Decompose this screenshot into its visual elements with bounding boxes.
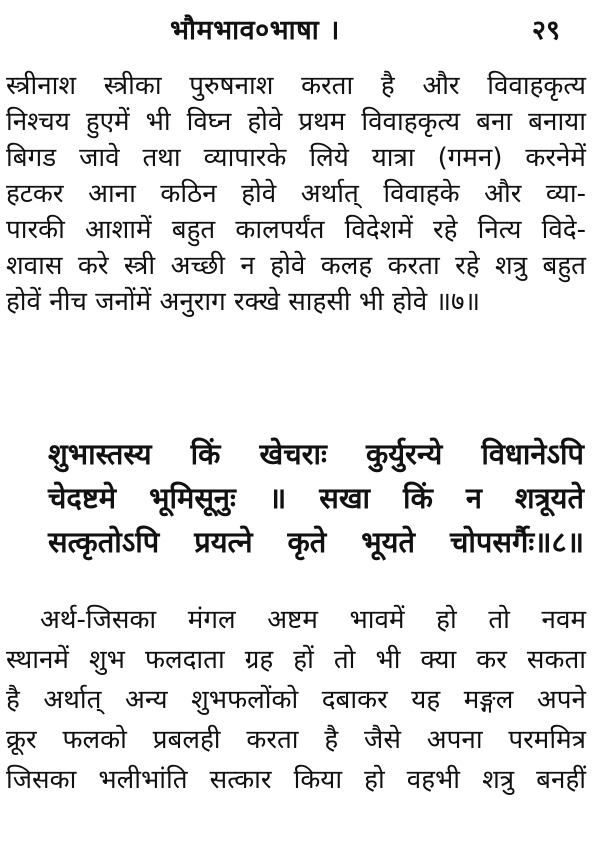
sanskrit-verse (0, 432, 600, 564)
text-line: स्त्रीनाश स्त्रीका पुरुषनाश करता है और विवाहकृत्य (6, 71, 586, 101)
commentary-paragraph-2 (0, 600, 600, 800)
text-line: जिसका भलीभांति सत्कार किया हो वहभी शत्रु बनहीं (6, 765, 586, 795)
text-line: पारकी आशामें बहुत कालपर्यंत विदेशमें रहे नित्य विदे- (6, 215, 586, 245)
running-title: भौमभाव०भाषा । (170, 15, 340, 46)
text-line: स्थानमें शुभ फलदाता ग्रह हों तो भी क्या कर सकता (6, 645, 586, 675)
verse-line: चेदष्टमे भूमिसूनुः ॥ सखा किं न शत्रूयते (48, 481, 584, 515)
text-line: निश्चय हुएमें भी विघ्न होवे प्रथम विवाहकृत्य बना बनाया (6, 107, 586, 137)
verse-line: शुभास्तस्य किं खेचराः कुर्युरन्ये विधानेऽपि (48, 437, 584, 471)
page-number: २९ (531, 15, 560, 46)
text-line: होवें नीच जनोंमें अनुराग रक्खे साहसी भी होवे ॥७॥ (6, 287, 481, 317)
commentary-paragraph-1 (0, 68, 600, 320)
text-line: क्रूर फलको प्रबलही करता है जैसे अपना परममित्र (6, 725, 586, 755)
text-line: बिगड जावे तथा व्यापारके लिये यात्रा (गमन) करनेमें (6, 143, 586, 173)
verse-line: सत्कृतोऽपि प्रयत्ने कृते भूयते चोपसर्गैः॥८॥ (48, 525, 584, 559)
text-line: है अर्थात् अन्य शुभफलोंको दबाकर यह मङ्गल अपने (6, 685, 586, 715)
text-line: अर्थ-जिसका मंगल अष्टम भावमें हो तो नवम (40, 605, 586, 635)
text-line: हटकर आना कठिन होवे अर्थात् विवाहके और व्या- (6, 179, 586, 209)
text-line: शवास करे स्त्री अच्छी न होवे कलह करता रहे शत्रु बहुत (6, 251, 586, 281)
page-header (0, 10, 600, 46)
